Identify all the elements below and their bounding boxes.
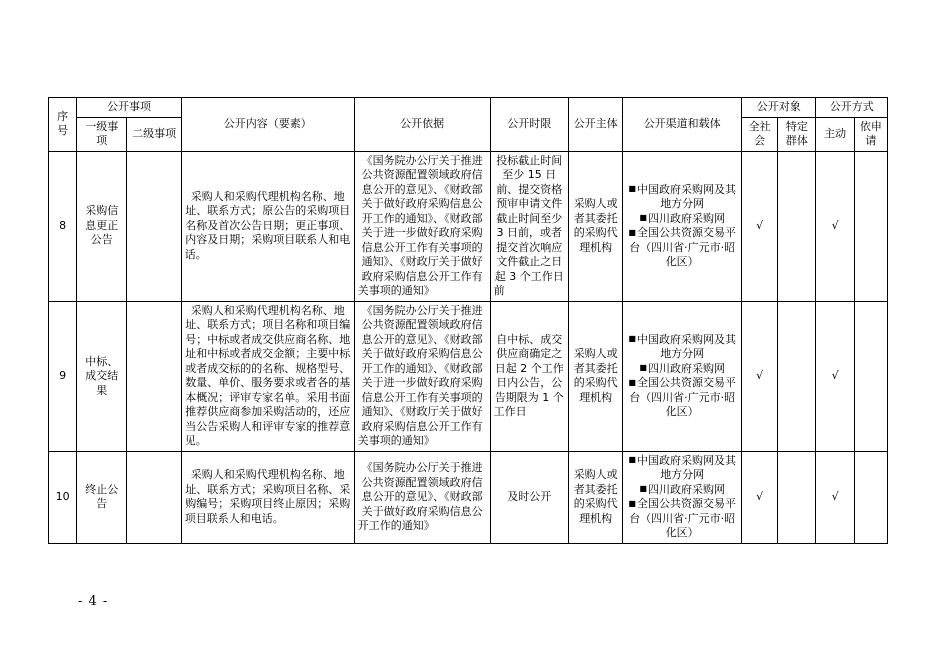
cell-method-apply [854,451,887,543]
table-header-row-1 [49,98,888,118]
cell-channel [623,151,742,301]
cell-basis: 《国务院办公厅关于推进公共资源配置领域政府信息公开的意见》、《财政部关于做好政府采购信息公开工作的通知》 [354,451,490,543]
table-row [49,451,888,543]
bullet-icon: ■ [639,213,647,223]
table-body [49,151,888,543]
cell-target-all: √ [742,301,778,451]
cell-method-apply [854,301,887,451]
header-basis: 公开依据 [354,98,490,152]
cell-level2 [127,301,181,451]
table-row [49,151,888,301]
channel-item: ■四川政府采购网 [639,211,725,225]
cell-channel [623,301,742,451]
cell-level2 [127,451,181,543]
cell-basis: 《国务院办公厅关于推进公共资源配置领域政府信息公开的意见》、《财政部关于做好政府采购信息公开工作的通知》、《财政部关于进一步做好政府采购信息公开工作有关事项的通知》、《财政厅关于做好政府采购信息公开工作有关事项的通知》 [354,151,490,301]
cell-method-apply [854,151,887,301]
header-level1: 一级事项 [77,117,127,151]
bullet-icon: ■ [628,377,636,387]
cell-target-specific [778,301,816,451]
bullet-icon: ■ [628,227,636,237]
cell-level1: 中标、成交结果 [77,301,127,451]
header-level2: 二级事项 [127,117,181,151]
header-target-specific: 特定群体 [778,117,816,151]
cell-target-all: √ [742,451,778,543]
channel-item: ■全国公共资源交易平台（四川省·广元市·昭化区） [628,497,736,540]
cell-content: 采购人和采购代理机构名称、地址、联系方式；项目名称和项目编号；中标或者成交供应商名称、地址和中标或者成交金额；主要中标或者成交标的的名称、规格型号、数量、单价、服务要求或者各的基本概况；评审专家名单。采用书面推荐供应商参加采购活动的，还应当公告采购人和评审专家的推荐意见。 [181,301,354,451]
header-method-active: 主动 [816,117,854,151]
bullet-icon: ■ [628,184,636,194]
disclosure-matters-table [48,97,888,544]
bullet-icon: ■ [628,455,636,465]
cell-seq: 8 [49,151,77,301]
header-channel: 公开渠道和载体 [623,98,742,152]
bullet-icon: ■ [639,363,647,373]
channel-item: ■全国公共资源交易平台（四川省·广元市·昭化区） [628,376,736,419]
cell-level1: 终止公告 [77,451,127,543]
header-subject: 公开主体 [569,98,623,152]
cell-target-all: √ [742,151,778,301]
channel-item: ■四川政府采购网 [639,361,725,375]
bullet-icon: ■ [628,498,636,508]
header-content: 公开内容（要素） [181,98,354,152]
bullet-icon: ■ [639,484,647,494]
cell-time-limit: 投标截止时间至少 15 日前、提交资格预审申请文件截止时间至少 3 日前，或者提交首次响应文件截止之日起 3 个工作日前 [490,151,568,301]
header-seq: 序号 [49,98,77,152]
cell-time-limit: 及时公开 [490,451,568,543]
cell-level2 [127,151,181,301]
cell-method-active: √ [816,301,854,451]
cell-content: 采购人和采购代理机构名称、地址、联系方式；原公告的采购项目名称及首次公告日期；更正事项、内容及日期；采购项目联系人和电话。 [181,151,354,301]
channel-item: ■全国公共资源交易平台（四川省·广元市·昭化区） [628,226,736,269]
cell-level1: 采购信息更正公告 [77,151,127,301]
bullet-icon: ■ [628,334,636,344]
cell-method-active: √ [816,451,854,543]
page-number: - 4 - [78,594,109,609]
cell-content: 采购人和采购代理机构名称、地址、联系方式；采购项目名称、采购编号；采购项目终止原因；采购项目联系人和电话。 [181,451,354,543]
cell-subject: 采购人或者其委托的采购代理机构 [569,451,623,543]
cell-subject: 采购人或者其委托的采购代理机构 [569,151,623,301]
cell-method-active: √ [816,151,854,301]
channel-item: ■中国政府采购网及其地方分网 [628,332,736,361]
header-method-apply: 依申请 [854,117,887,151]
channel-item: ■中国政府采购网及其地方分网 [628,453,736,482]
channel-item: ■四川政府采购网 [639,482,725,496]
header-time-limit: 公开时限 [490,98,568,152]
cell-target-specific [778,151,816,301]
header-target-all: 全社会 [742,117,778,151]
cell-time-limit: 自中标、成交供应商确定之日起 2 个工作日内公告，公告期限为 1 个工作日 [490,301,568,451]
cell-target-specific [778,451,816,543]
cell-subject: 采购人或者其委托的采购代理机构 [569,301,623,451]
cell-seq: 9 [49,301,77,451]
header-group-matters: 公开事项 [77,98,182,118]
channel-item: ■中国政府采购网及其地方分网 [628,182,736,211]
cell-seq: 10 [49,451,77,543]
cell-channel [623,451,742,543]
header-group-method: 公开方式 [816,98,888,118]
table-row [49,301,888,451]
header-group-target: 公开对象 [742,98,816,118]
cell-basis: 《国务院办公厅关于推进公共资源配置领域政府信息公开的意见》、《财政部关于做好政府采购信息公开工作的通知》、《财政部关于进一步做好政府采购信息公开工作有关事项的通知》、《财政厅关于做好政府采购信息公开工作有关事项的通知》 [354,301,490,451]
